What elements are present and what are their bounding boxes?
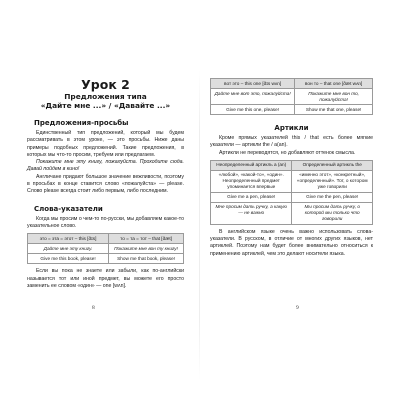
table-row [211, 192, 373, 202]
articles-table [210, 160, 373, 225]
table-cell: Дайте мне эту книгу. [28, 244, 109, 254]
section-heading-requests: Предложения-просьбы [34, 119, 129, 127]
table-cell: Give me this one, please! [211, 105, 295, 115]
section-heading-pointers: Слова-указатели [34, 204, 103, 213]
table-row [211, 89, 373, 105]
paragraph: Если вы пока не знаете или забыли, как по-английски называется тот или иной предмет, вы можете его просто заменить ее словом «один» — one [wʌn]. [27, 268, 184, 289]
table-cell: это = эта = этот – this [ðɪs] [28, 234, 109, 244]
table-cell: Give me this book, please! [28, 254, 109, 264]
section-heading-articles: Артикли [274, 124, 309, 132]
lesson-subtitle-1: Предложения типа [64, 92, 147, 101]
table-cell: «именно этот», «конкретный», «определенный». Тот, о котором уже говорили [292, 170, 373, 192]
table-cell: Покажите мне вон то, пожалуйста! [295, 89, 373, 105]
table-cell: Мы просим дать ручку, о которой мы только что говорили [292, 202, 373, 224]
paragraph: В английском языке очень важно использовать слова-указатели. В русском, в отличие от многих других языков, нет артиклей. Поэтому нам будет более внимательно относиться к применению артиклей, чем это делают носители языка. [210, 228, 373, 257]
table-row [211, 160, 373, 170]
table-cell: Определенный артикль the [292, 160, 373, 170]
table-row [28, 244, 184, 254]
table-cell: Покажите мне вон ту книгу! [109, 244, 184, 254]
right-page [200, 0, 400, 400]
table-cell: «любой», «какой-то», «один». Неопределенный предмет упоминается впервые [211, 170, 292, 192]
this-one-table [210, 78, 373, 115]
page-number-left: 8 [92, 305, 95, 311]
lesson-subtitle-2: «Дайте мне ...» / «Давайте ...» [40, 101, 171, 110]
example-paragraph: Покажите мне эту книгу, пожалуйста. Проходите сюда. Давай пойдем в кино! [27, 159, 184, 173]
table-cell: Show me that book, please! [109, 254, 184, 264]
table-row [211, 79, 373, 89]
paragraph: Когда мы просим о чем-то по-русски, мы добавляем какое-то указательное слово. [27, 215, 184, 229]
paragraph: Единственный тип предложений, который мы будем рассматривать в этом уроке, — это просьбы. Ниже даны примеры подобных предложений. Такие предложения, в которых мы что-то просим, требуем или предлагаем. [27, 130, 184, 158]
table-cell: Give me a pen, please! [211, 192, 292, 202]
table-row [211, 202, 373, 224]
table-cell: вот это – this one [ðɪs wʌn] [211, 79, 295, 89]
table-cell: Неопределенный артикль a (an) [211, 160, 292, 170]
table-cell: то = та = тот – that [ðæt] [109, 234, 184, 244]
page-number-right: 9 [296, 305, 299, 311]
table-row [211, 105, 373, 115]
table-row [28, 234, 184, 244]
table-cell: Give me the pen, please! [292, 192, 373, 202]
pointer-words-table [27, 233, 184, 264]
table-cell: Дайте мне вот это, пожалуйста! [211, 89, 295, 105]
table-cell: вон то – that one [ðæt wʌn] [295, 79, 373, 89]
table-cell: Мне просим дать ручку, а какую — не важно [211, 202, 292, 224]
table-row [28, 254, 184, 264]
table-cell: Show me that one, please! [295, 105, 373, 115]
paragraph: Артикли не переводятся, но добавляют оттенок смысла. [219, 149, 356, 156]
lesson-title: Урок 2 [81, 77, 130, 92]
paragraph: Англичане придают большое значение вежливости, поэтому в просьбах в конце ставится слово «пожалуйста» — please. Слово please всегда стоит либо первым, либо последним. [27, 173, 184, 195]
table-row [211, 170, 373, 192]
paragraph: Кроме прямых указателей this / that есть более мягкие указатели — артикли the / a(an). [210, 135, 373, 149]
